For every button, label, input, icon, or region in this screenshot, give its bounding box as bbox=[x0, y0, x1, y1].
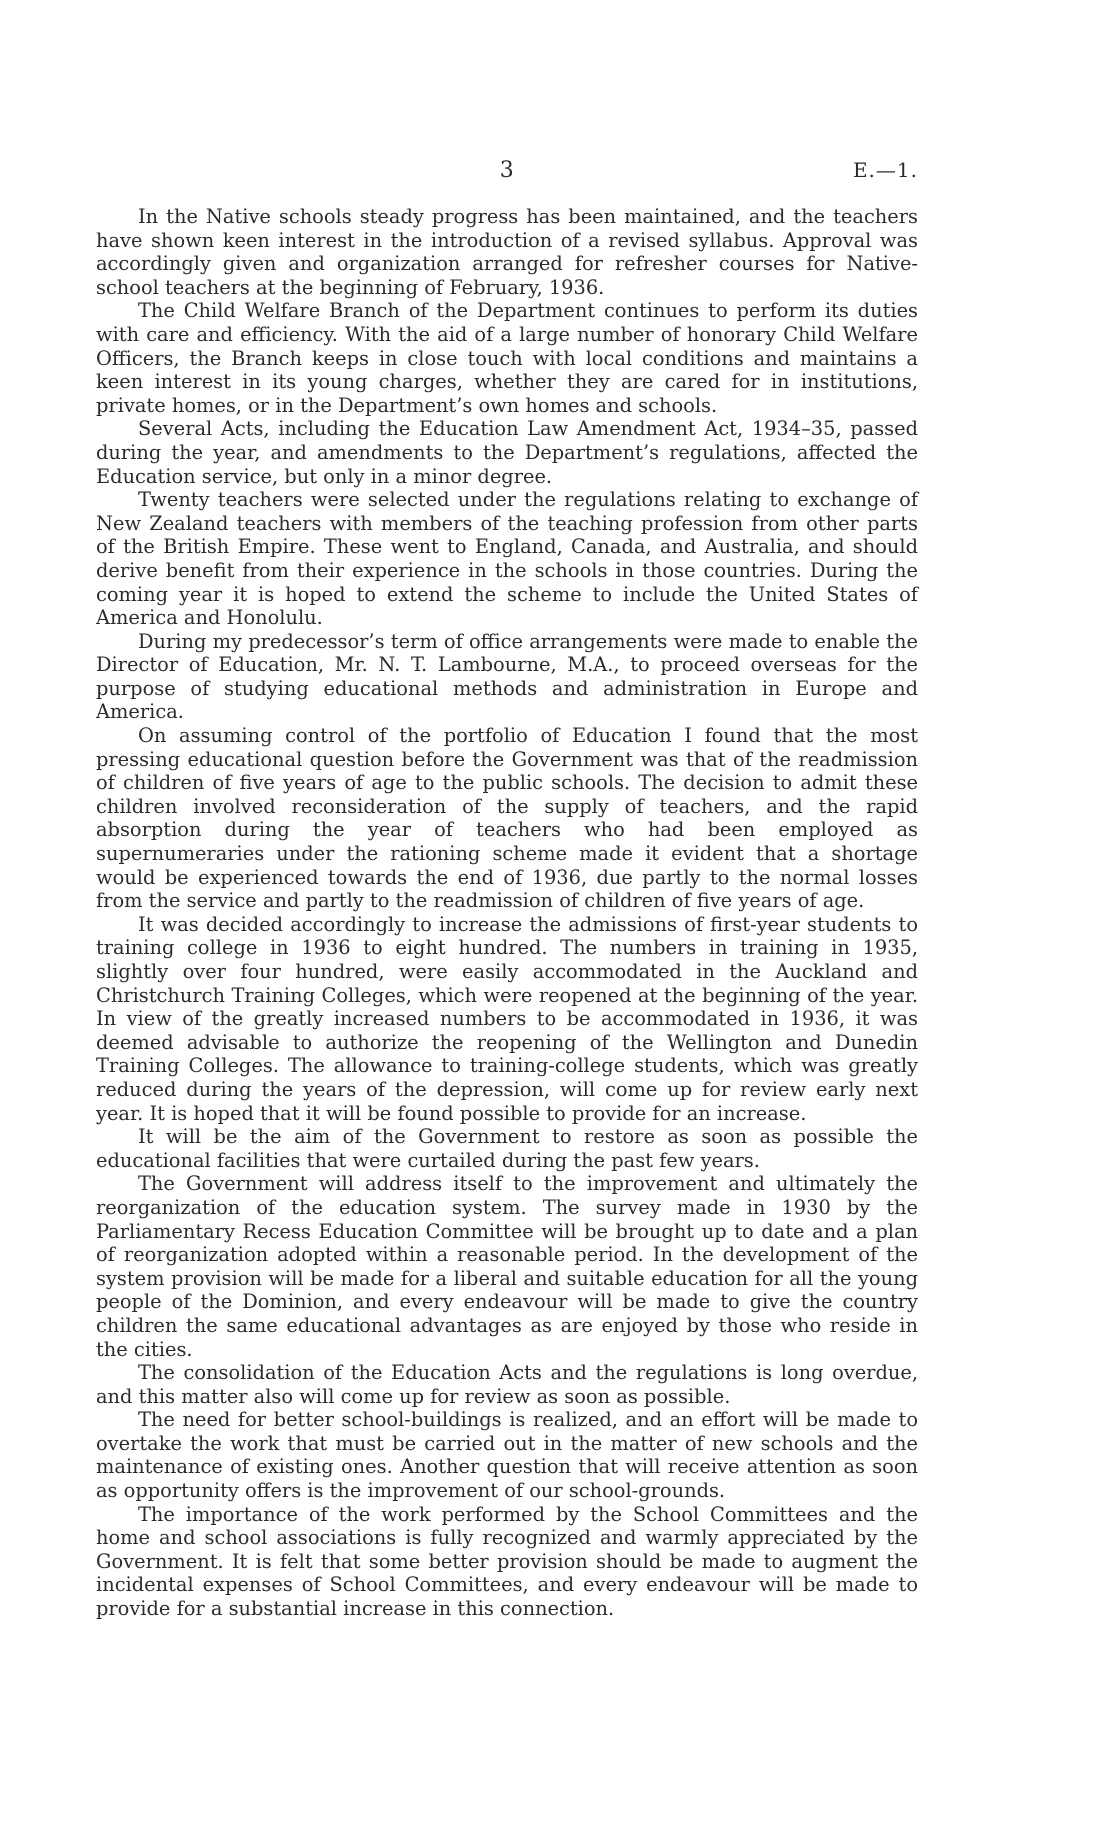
paragraph-child-welfare: The Child Welfare Branch of the Department continues to perform its duties with care and efficiency. With the aid of a large number of honorary Child Welfare Officers, the Branch keeps in close touch with local conditions and maintains a keen interest in its young charges, whether they are cared for in institutions, private homes, or in the Department’s own homes and schools. bbox=[96, 299, 918, 417]
paragraph-readmission: On assuming control of the portfolio of Education I found that the most pressing educational question before the Government was that of the readmission of children of five years of age to the public schools. The decision to admit these children involved reconsideration of the supply of teachers, and the rapid absorption during the year of teachers who had been employed as supernumeraries under the rationing scheme made it evident that a shortage would be experienced towards the end of 1936, due partly to the normal losses from the service and partly to the readmission of children of five years of age. bbox=[96, 724, 918, 913]
paragraph-school-buildings: The need for better school-buildings is realized, and an effort will be made to overtake the work that must be carried out in the matter of new schools and the maintenance of existing ones. Another question that will receive attention as soon as opportunity offers is the improvement of our school-grounds. bbox=[96, 1408, 918, 1503]
paragraph-director-overseas: During my predecessor’s term of office arrangements were made to enable the Director of Education, Mr. N. T. Lambourne, M.A., to proceed overseas for the purpose of studying educational methods and administration in Europe and America. bbox=[96, 629, 918, 724]
paragraph-teacher-exchange: Twenty teachers were selected under the regulations relating to exchange of New Zealand teachers with members of the teaching profession from other parts of the British Empire. These went to England, Canada, and Australia, and should derive benefit from their experience in the schools in those countries. During the coming year it is hoped to extend the scheme to include the United States of America and Honolulu. bbox=[96, 488, 918, 630]
paragraph-school-committees: The importance of the work performed by the School Committees and the home and school associations is fully recognized and warmly appreciated by the Government. It is felt that some better provision should be made to augment the incidental expenses of School Committees, and every endeavour will be made to provide for a substantial increase in this connection. bbox=[96, 1502, 918, 1621]
paragraph-reorganization: The Government will address itself to the improvement and ultimately the reorganization of the education system. The survey made in 1930 by the Parliamentary Recess Education Committee will be brought up to date and a plan of reorganization adopted within a reasonable period. In the development of the system provision will be made for a liberal and suitable education for all the young people of the Dominion, and every endeavour will be made to give the country children the same educational advantages as are enjoyed by those who reside in the cities. bbox=[96, 1172, 918, 1361]
paragraph-training-colleges: It was decided accordingly to increase the admissions of first-year students to training college in 1936 to eight hundred. The numbers in training in 1935, slightly over four hundred, were easily accommodated in the Auckland and Christchurch Training Colleges, which were reopened at the beginning of the year. In view of the greatly increased numbers to be accommodated in 1936, it was deemed advisable to authorize the reopening of the Wellington and Dunedin Training Colleges. The allowance to training-college students, which was greatly reduced during the years of the depression, will come up for review early next year. It is hoped that it will be found possible to provide for an increase. bbox=[96, 912, 918, 1125]
paragraph-acts: Several Acts, including the Education Law Amendment Act, 1934–35, passed during the year, and amendments to the Department’s regulations, affected the Education service, but only in a minor degree. bbox=[96, 417, 918, 488]
paragraph-restore-facilities: It will be the aim of the Government to restore as soon as possible the educational facilities that were curtailed during the past few years. bbox=[96, 1125, 918, 1172]
document-reference: E.—1. bbox=[852, 158, 918, 182]
page-header bbox=[96, 158, 918, 188]
page-number: 3 bbox=[499, 158, 515, 183]
paragraph-native-schools: In the Native schools steady progress has been maintained, and the teachers have shown keen interest in the introduction of a revised syllabus. Approval was accordingly given and organization arranged for refresher courses for Native-school teachers at the beginning of February, 1936. bbox=[96, 205, 918, 299]
paragraph-consolidation: The consolidation of the Education Acts and the regulations is long overdue, and this matter also will come up for review as soon as possible. bbox=[96, 1361, 918, 1408]
body-text bbox=[96, 205, 918, 1621]
